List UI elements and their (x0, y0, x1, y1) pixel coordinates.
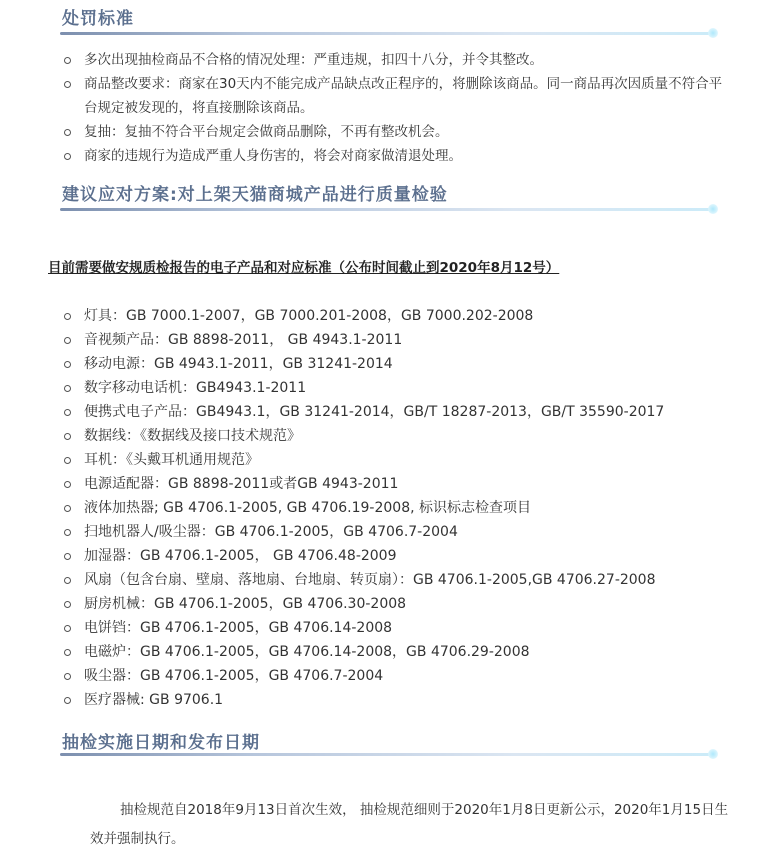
list-item: 电磁炉：GB 4706.1-2005，GB 4706.14-2008，GB 4706.29-2008 (62, 640, 664, 664)
bullet-icon (64, 649, 71, 656)
list-item: 灯具：GB 7000.1-2007，GB 7000.201-2008，GB 7000.202-2008 (62, 304, 664, 328)
list-item: 耳机：《头戴耳机通用规范》 (62, 448, 664, 472)
section-header-dates (60, 728, 722, 768)
list-item: 商品整改要求：商家在30天内不能完成产品缺点改正程序的，将删除该商品。同一商品再次因质量不符合平台规定被发现的，将直接删除该商品。 (62, 72, 724, 120)
bullet-icon (64, 481, 71, 488)
bullet-icon (64, 697, 71, 704)
list-item: 音视频产品：GB 8898-2011， GB 4943.1-2011 (62, 328, 664, 352)
list-item: 移动电源：GB 4943.1-2011，GB 31241-2014 (62, 352, 664, 376)
section-title-advice: 建议应对方案:对上架天猫商城产品进行质量检验 (62, 185, 448, 205)
list-item: 加湿器：GB 4706.1-2005， GB 4706.48-2009 (62, 544, 664, 568)
list-item: 风扇（包含台扇、壁扇、落地扇、台地扇、转页扇）：GB 4706.1-2005,GB 4706.27-2008 (62, 568, 664, 592)
list-item: 复抽：复抽不符合平台规定会做商品删除，不再有整改机会。 (62, 120, 724, 144)
list-item: 数据线：《数据线及接口技术规范》 (62, 424, 664, 448)
list-item: 医疗器械: GB 9706.1 (62, 688, 664, 712)
list-item: 商家的违规行为造成严重人身伤害的，将会对商家做清退处理。 (62, 144, 724, 168)
section-header-advice (60, 180, 722, 220)
list-item: 电源适配器：GB 8898-2011或者GB 4943-2011 (62, 472, 664, 496)
bullet-icon (64, 577, 71, 584)
section-divider (60, 208, 710, 211)
divider-dot-icon (708, 28, 718, 38)
divider-dot-icon (708, 204, 718, 214)
bullet-icon (64, 81, 71, 88)
bullet-icon (64, 129, 71, 136)
standards-heading: 目前需要做安规质检报告的电子产品和对应标准（公布时间截止到2020年8月12号） (48, 260, 560, 276)
standards-list (62, 304, 664, 712)
section-header-penalty (60, 4, 722, 44)
section-divider (60, 32, 710, 35)
bullet-icon (64, 385, 71, 392)
bullet-icon (64, 313, 71, 320)
effective-dates-paragraph: 抽检规范自2018年9月13日首次生效， 抽检规范细则于2020年1月8日更新公示，2020年1月15日生效并强制执行。 (90, 802, 729, 847)
list-item: 多次出现抽检商品不合格的情况处理：严重违规，扣四十八分，并令其整改。 (62, 48, 724, 72)
bullet-icon (64, 529, 71, 536)
list-item: 厨房机械：GB 4706.1-2005，GB 4706.30-2008 (62, 592, 664, 616)
divider-dot-icon (708, 749, 718, 759)
bullet-icon (64, 433, 71, 440)
list-item: 便携式电子产品：GB4943.1，GB 31241-2014，GB/T 18287-2013，GB/T 35590-2017 (62, 400, 664, 424)
bullet-icon (64, 57, 71, 64)
penalty-list (62, 48, 724, 168)
bullet-icon (64, 553, 71, 560)
list-item: 扫地机器人/吸尘器：GB 4706.1-2005，GB 4706.7-2004 (62, 520, 664, 544)
bullet-icon (64, 457, 71, 464)
list-item: 吸尘器：GB 4706.1-2005，GB 4706.7-2004 (62, 664, 664, 688)
list-item: 液体加热器; GB 4706.1-2005, GB 4706.19-2008, 标识标志检查项目 (62, 496, 664, 520)
section-divider (60, 753, 710, 756)
bullet-icon (64, 601, 71, 608)
bullet-icon (64, 361, 71, 368)
bullet-icon (64, 409, 71, 416)
bullet-icon (64, 153, 71, 160)
list-item: 数字移动电话机：GB4943.1-2011 (62, 376, 664, 400)
section-title-penalty: 处罚标准 (62, 9, 134, 29)
section-title-dates: 抽检实施日期和发布日期 (62, 733, 260, 753)
bullet-icon (64, 505, 71, 512)
bullet-icon (64, 337, 71, 344)
bullet-icon (64, 625, 71, 632)
bullet-icon (64, 673, 71, 680)
list-item: 电饼铛：GB 4706.1-2005，GB 4706.14-2008 (62, 616, 664, 640)
